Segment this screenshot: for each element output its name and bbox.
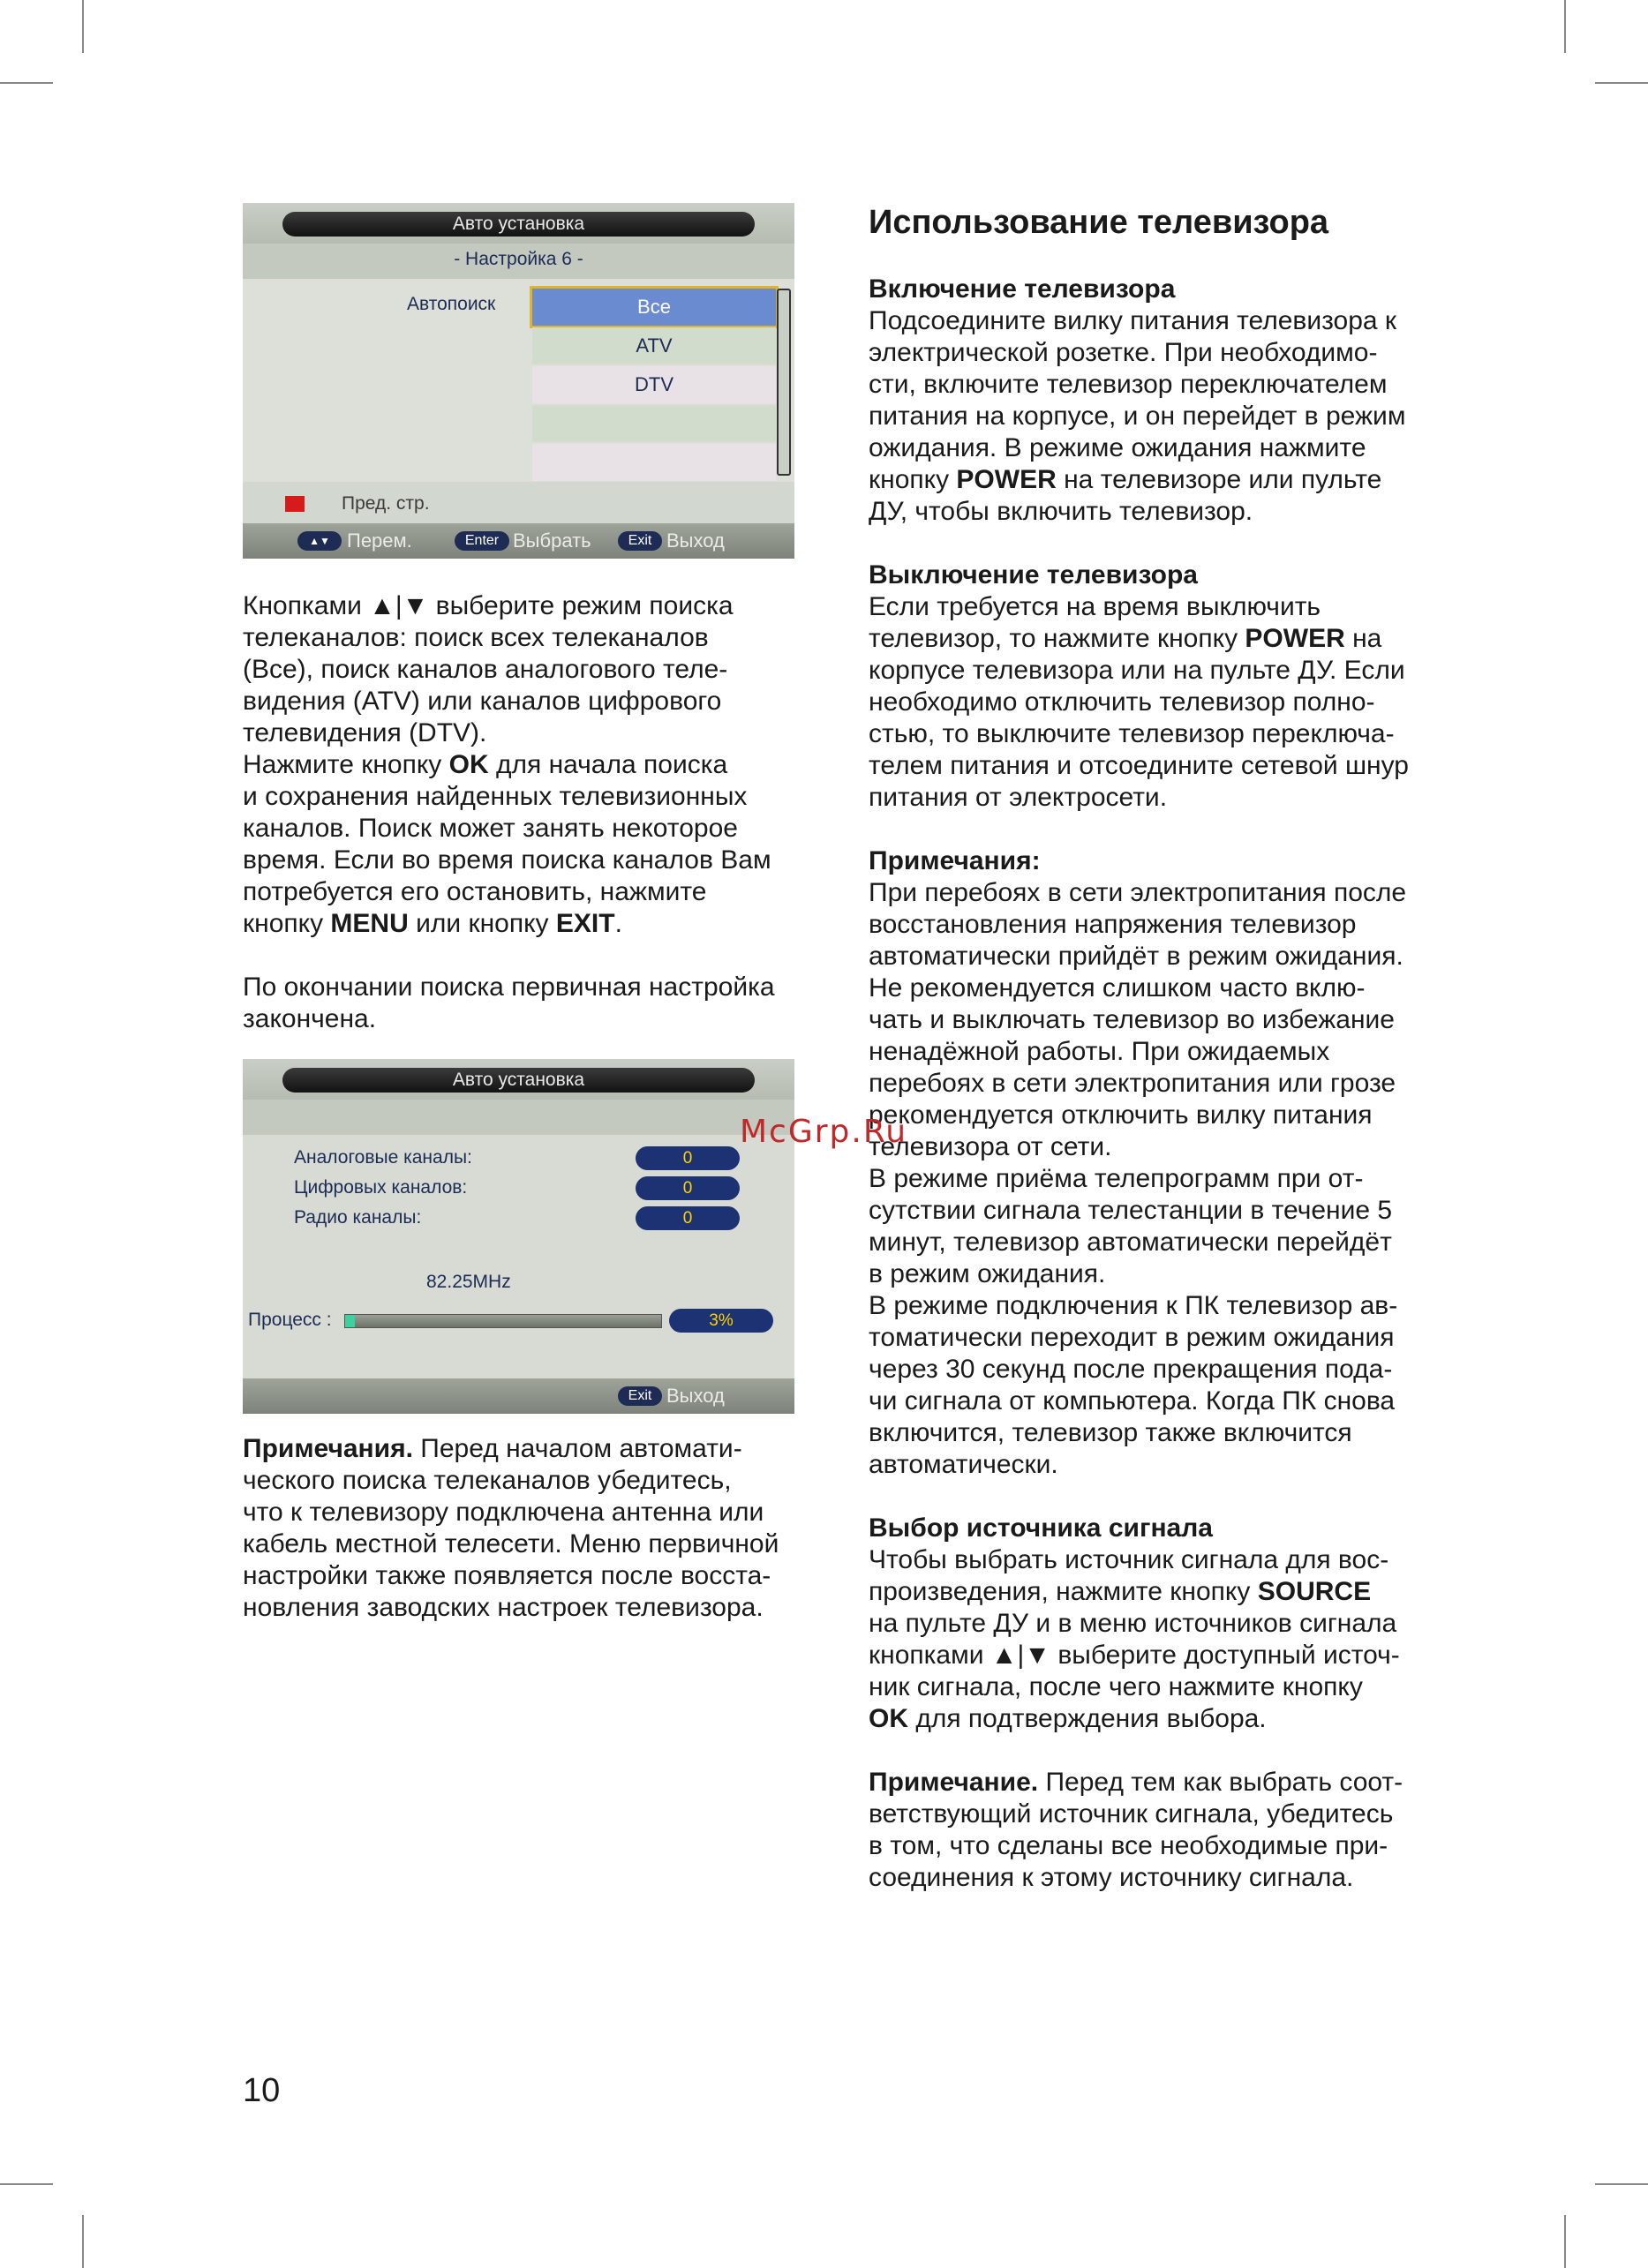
progress-track (344, 1314, 662, 1328)
digital-channels-label: Цифровых каналов: (294, 1177, 468, 1198)
text-line: OK для подтверждения выбора. (869, 1704, 1267, 1733)
text-line: новления заводских настроек телевизора. (243, 1593, 764, 1622)
text-line: Подсоедините вилку питания телевизора к (869, 306, 1397, 335)
text-line: ческого поиска телеканалов убедитесь, (243, 1466, 732, 1495)
text-line: Не рекомендуется слишком часто вклю- (869, 973, 1366, 1003)
enter-key-icon: Enter (455, 531, 509, 551)
text-line: автоматически прийдёт в режим ожидания. (869, 942, 1403, 971)
text-line: минут, телевизор автоматически перейдёт (869, 1228, 1392, 1257)
frequency-readout: 82.25MHz (426, 1272, 511, 1292)
text-line: чать и выключать телевизор во избежание (869, 1005, 1395, 1034)
text-line: время. Если во время поиска каналов Вам (243, 845, 771, 875)
subtitle-bar (243, 1100, 794, 1135)
text-line: настройки также появляется после восста- (243, 1561, 771, 1590)
text-line: питания от электросети. (869, 783, 1168, 812)
radio-channels-value: 0 (636, 1206, 740, 1230)
progress-fill (345, 1315, 355, 1327)
red-key-icon (285, 496, 305, 512)
option-dtv[interactable]: DTV (532, 366, 776, 403)
crop-mark (0, 2183, 53, 2185)
text-line: включится, телевизор также включится (869, 1418, 1352, 1447)
prev-page-label: Пред. стр. (342, 493, 430, 514)
text-line: Примечания. Перед началом автомати- (243, 1434, 742, 1463)
select-label: Выбрать (513, 529, 591, 552)
text-line: телевизора от сети. (869, 1132, 1112, 1161)
radio-channels-label: Радио каналы: (294, 1207, 422, 1228)
move-label: Перем. (347, 529, 412, 552)
subsection-title: Выключение телевизора (869, 560, 1198, 590)
crop-mark (82, 0, 84, 53)
text-line: кнопку MENU или кнопку EXIT. (243, 909, 622, 938)
text-line: и сохранения найденных телевизионных (243, 782, 748, 811)
text-line: восстановления напряжения телевизор (869, 910, 1357, 939)
text-line: корпусе телевизора или на пульте ДУ. Если (869, 656, 1405, 685)
text-line: ветствующий источник сигнала, убедитесь (869, 1799, 1394, 1829)
subsection-title: Выбор источника сигнала (869, 1513, 1213, 1543)
text-line: в режим ожидания. (869, 1259, 1106, 1288)
text-line: кабель местной телесети. Меню первичной (243, 1529, 779, 1558)
section-heading: Использование телевизора (869, 204, 1329, 241)
text-line: на пульте ДУ и в меню источников сигнала (869, 1609, 1397, 1638)
screen-subtitle: - Настройка 6 - (454, 249, 583, 269)
analog-channels-label: Аналоговые каналы: (294, 1147, 472, 1168)
text-line: Чтобы выбрать источник сигнала для вос- (869, 1545, 1389, 1574)
process-label: Процесс : (248, 1310, 332, 1330)
text-line: ненадёжной работы. При ожидаемых (869, 1037, 1330, 1066)
text-line: сти, включите телевизор переключателем (869, 370, 1388, 399)
text-line: ДУ, чтобы включить телевизор. (869, 497, 1253, 526)
text-line: телевизор, то нажмите кнопку POWER на (869, 624, 1382, 653)
text-line: закончена. (243, 1004, 377, 1033)
exit-key-icon: Exit (618, 1386, 662, 1406)
text-line: При перебоях в сети электропитания после (869, 878, 1407, 907)
text-line: сутствии сигнала телестанции в течение 5 (869, 1196, 1393, 1225)
autosearch-label: Автопоиск (407, 294, 496, 314)
screen-title: Авто установка (282, 212, 755, 237)
text-line: ожидания. В режиме ожидания нажмите (869, 433, 1366, 462)
page-number: 10 (243, 2072, 281, 2109)
digital-channels-value: 0 (636, 1176, 740, 1200)
text-line: рекомендуется отключить вилку питания (869, 1100, 1373, 1130)
up-down-key-icon: ▲▼ (297, 531, 342, 551)
tv-screen-auto-setup (243, 203, 794, 559)
text-line: ник сигнала, после чего нажмите кнопку (869, 1672, 1363, 1701)
text-line: соединения к этому источнику сигнала. (869, 1863, 1354, 1892)
text-line: (Все), поиск каналов аналогового теле- (243, 655, 728, 684)
option-empty[interactable] (532, 405, 776, 442)
tv-screen-auto-search-progress (243, 1059, 794, 1414)
text-line: Кнопками ▲|▼ выберите режим поиска (243, 591, 734, 620)
text-line: каналов. Поиск может занять некоторое (243, 814, 738, 843)
text-line: произведения, нажмите кнопку SOURCE (869, 1577, 1372, 1606)
text-line: Нажмите кнопку OK для начала поиска (243, 750, 728, 779)
crop-mark (0, 82, 53, 84)
text-line: автоматически. (869, 1450, 1058, 1479)
text-line: По окончании поиска первичная настройка (243, 973, 775, 1002)
text-line: В режиме приёма телепрограмм при от- (869, 1164, 1364, 1193)
text-line: электрической розетке. При необходимо- (869, 338, 1378, 367)
text-line: телевидения (DTV). (243, 718, 487, 747)
watermark: McGrp.Ru (740, 1114, 908, 1150)
crop-mark (1564, 2215, 1566, 2268)
text-line: видения (ATV) или каналов цифрового (243, 687, 722, 716)
text-line: чи сигнала от компьютера. Когда ПК снова (869, 1386, 1396, 1416)
scrollbar[interactable] (777, 289, 791, 476)
screen-title: Авто установка (282, 1068, 755, 1093)
exit-key-icon: Exit (618, 531, 662, 551)
crop-mark (1564, 0, 1566, 53)
text-line: томатически переходит в режим ожидания (869, 1323, 1395, 1352)
tv-footer (243, 523, 794, 559)
crop-mark (82, 2215, 84, 2268)
text-line: В режиме подключения к ПК телевизор ав- (869, 1291, 1398, 1320)
text-line: Примечание. Перед тем как выбрать соот- (869, 1768, 1403, 1797)
option-all[interactable]: Все (532, 289, 776, 326)
tv-footer (243, 1378, 794, 1414)
exit-label: Выход (666, 1385, 725, 1407)
text-line: Если требуется на время выключить (869, 592, 1321, 621)
left-note (243, 1433, 830, 1624)
right-column (869, 274, 1469, 1894)
text-line: необходимо отключить телевизор полно- (869, 687, 1375, 717)
analog-channels-value: 0 (636, 1146, 740, 1170)
text-line: стью, то выключите телевизор переключа- (869, 719, 1395, 748)
option-atv[interactable]: ATV (532, 327, 776, 364)
text-line: кнопку POWER на телевизоре или пульте (869, 465, 1382, 494)
crop-mark (1595, 2183, 1648, 2185)
crop-mark (1595, 82, 1648, 84)
exit-label: Выход (666, 529, 725, 552)
progress-percent: 3% (669, 1309, 773, 1333)
option-empty[interactable] (532, 444, 776, 481)
text-line: через 30 секунд после прекращения пода- (869, 1355, 1393, 1384)
text-line: телем питания и отсоедините сетевой шнур (869, 751, 1409, 780)
text-line: питания на корпусе, и он перейдет в режим (869, 402, 1406, 431)
text-line: что к телевизору подключена антенна или (243, 1498, 764, 1527)
text-line: потребуется его остановить, нажмите (243, 877, 707, 906)
text-line: телеканалов: поиск всех телеканалов (243, 623, 709, 652)
subsection-title: Примечания: (869, 846, 1041, 875)
subsection-title: Включение телевизора (869, 274, 1176, 304)
text-line: кнопками ▲|▼ выберите доступный источ- (869, 1641, 1400, 1670)
content-area (243, 1135, 794, 1378)
text-line: перебоях в сети электропитания или грозе (869, 1069, 1396, 1098)
text-line: в том, что сделаны все необходимые при- (869, 1831, 1388, 1860)
left-instructions (243, 590, 830, 1035)
